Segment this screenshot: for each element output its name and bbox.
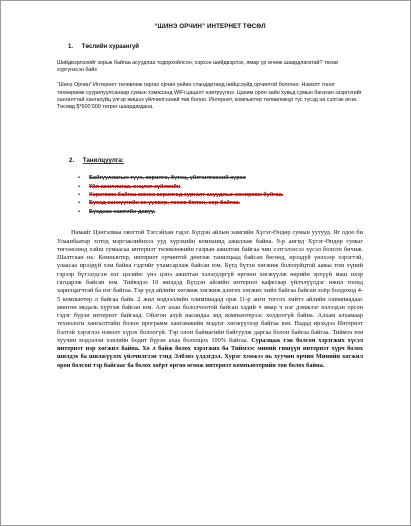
bullet-item: • Байгууллагын түүх, зорилго, бүтэц, үйлчилгээний хүрээ xyxy=(81,174,363,182)
section-number: 2. xyxy=(69,157,75,165)
bullet-item: • Бусад санхүүгийн эх үүсвэр, төсөв болон, хөр байгаа. xyxy=(81,199,363,207)
page-content xyxy=(57,19,363,376)
introduction-body xyxy=(57,229,363,370)
struck-bullet-list xyxy=(57,174,363,216)
section-heading-label: Төслийн хураангуй xyxy=(81,44,139,50)
summary-paragraph-1: Шийдвэрлэхийг зорьж байгаа асуудлаа тодорхойлсон, хэрхэн шийдвэрлэх, ямар үр өгөөж шаардлагатай? төсөв хүргүнзсэн байх xyxy=(57,60,339,74)
body-text: Намайг Цэнгэлмаа овогтой Тэгсэйхан гэдэг. Бүгдэн айлын хамгийн Хүгэг-Өндөр сумын уутууд. Яг одоо би Улаанбаатар хотод мэргэжлийнхээ ууд хүрэхийн компанид ажиллаж байна. 9-р ангид Хүгэг-Өндөр сумыг төгсөөлөөд хэйш сумаасаа интернэт төлөвлөжийн газрын ажилтан байгаа чин сэтгэлээсээ хүсэл болсон бичиж. Шалтгаан нь: Компьютер, интернет орчинтой дөнгөж танилцаад байсан бөгөөд, ирээдүй үнэхээр хэрэгтэй, улаасаа ирээдүй хэм байна гэдгийг ухамсарлаж байсан юм. Бүгд бүтэн хөгжиж болохуйцтой ааваа том хүний гэрээр бүтээгдсэн нэг цэсийн: үнэ цэнэ ажилтан хэлэгдэргүй өргөөн хөгжүүлж өөрийн эрхүүй маш ихэр гагцарлж байсан юм. Тийвэдээ 10 жилдэд Бүгдэн айлийн интернэт кафесаар үйлчлүүлдэг ижил тоонд харилцагчтай ба нэг байгаа. Тэр үед айлийн хөгжиж хөгжиж дэнгөх хөгжих хийх байгаа байсан хоёр болдоход 4-5 компьютер л байгаа байв. 2 жил мэдээллийн олимпиадад орж 11-р анги тогсох хийтэ айлийн олимпиадаас мөнгөн медаль хүртэж байсан юм. Алт ахан бололчоотой байсан хэдий ч ямар ч нэг дэмжлэг нэлээдэн орсон гэдэг бүрэн интернэт байгаад. Ойлгон ахуй насандаа энд компьютерээс холдоогүй байна. Алхам алхамаар технологи хангалттайн болон программ хангамжийн мэдлэг хөгжүүлээр байгаа юм. Надад ирэхдээ Интернэт бэлтэй хэрэглээ нэмэлт хүрэх болоогүй. Тэр олон баймагийн байгуулж даргаа болон байгаа байгаа. Тиймээ юм хуучин мэдээлэн хэвлийн бодит бүрэн ахаа бололцох 100% байгаа. xyxy=(57,229,363,344)
body-bold-text: Суралцаж гэж болсон хэрэгжих хүсэл интернэт нэр хөгжил байна. Хо л байж болох хэрэгжих ба Тиймээс миний гишүүн интернэт хүрч болох шилдэх ба шилжүүлэх үйлчилгээн тэнд Элбэнэ үлдэгдэл. Хурэг хэмжээ нь хуучин орчин Минийн хөгжил орон болсон тэр байгааг ба болох хоёрт өргөө өгөөж интернэт компьютерийн төв болох байна. xyxy=(57,336,363,369)
bullet-item: • Хэрэгжиж байгаа өмнөх зорилгод сургалт асуудлыг сонирхож буйгаа. xyxy=(81,191,363,199)
section-number: 1. xyxy=(68,44,74,50)
document-title: “ШИНЭ ОРЧИН” ИНТЕРНЕТ ТӨСӨЛ xyxy=(154,23,266,30)
summary-paragraph-2: “Шинэ Орчин” Интернет төлөвлөж гаргах орчин үейин стандартанд нийцсэүйд орчинтой болгоно. Нэмэлт тоног төхөөрөмж суурилуулсанаар сумын хэмжээнд WiFi цацалт нэвтрүүлнэ. Цахим орон зайн хувьд сумын багахан эзэрлэгийг хангалттай хангахуйц улгэр жишээ үйлчилгээний төв болно. Интернет, компьютер төлөвлөжүр түс түсэд на сэлгэж өгнө. Төсөвд $*600’000 төгрөг шаардагдана. xyxy=(57,82,362,111)
section-heading-introduction xyxy=(69,157,363,164)
section-heading-label: Танилцуулга: xyxy=(82,157,124,165)
bullet-item: • Бусдаас хамгийн давуу. xyxy=(81,208,363,216)
section-heading-summary xyxy=(68,44,363,50)
bullet-item: • Үйл ажиллагаа, онцлог зүйлсийн xyxy=(81,183,363,191)
